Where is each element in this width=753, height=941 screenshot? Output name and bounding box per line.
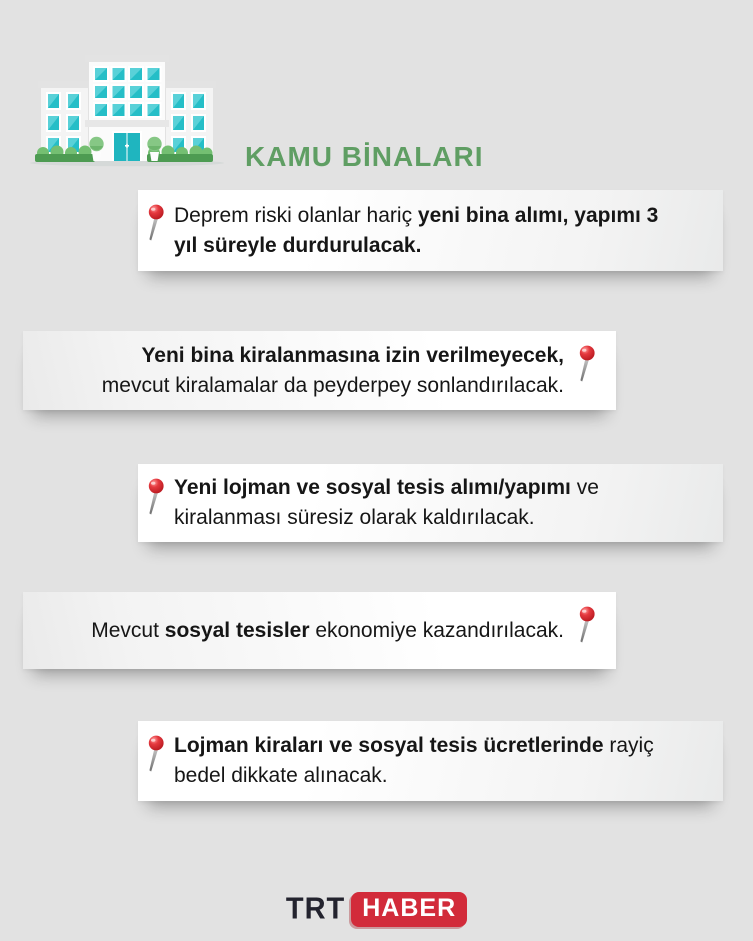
info-card (23, 331, 616, 410)
info-card (138, 190, 723, 271)
card-line: kiralanması süresiz olarak kaldırılacak. (174, 506, 535, 529)
trt-haber-logo (0, 891, 753, 927)
info-card (138, 721, 723, 801)
card-text (138, 473, 723, 533)
card-line: yıl süreyle durdurulacak. (174, 233, 422, 257)
card-line: Yeni bina kiralanmasına izin verilmeyecek, (141, 343, 564, 367)
card-line: Yeni lojman ve sosyal tesis alımı/yapımı ve (174, 476, 599, 499)
card-text (23, 341, 616, 401)
card-text (138, 201, 723, 261)
logo-haber-badge: HABER (351, 892, 467, 927)
entrance-door (112, 131, 142, 161)
card-text (138, 731, 723, 791)
building-icon (26, 48, 228, 170)
info-card (23, 592, 616, 669)
card-line: Deprem riski olanlar hariç yeni bina alımı, yapımı 3 (174, 203, 659, 227)
card-line: Lojman kiraları ve sosyal tesis ücretlerinde rayiç (174, 734, 654, 757)
card-text (23, 616, 616, 646)
logo-trt-text: TRT (285, 891, 346, 926)
card-line: bedel dikkate alınacak. (174, 764, 388, 787)
page-title: KAMU BİNALARI (245, 141, 484, 172)
card-line: Mevcut sosyal tesisler ekonomiye kazandırılacak. (91, 618, 564, 642)
card-line: mevcut kiralamalar da peyderpey sonlandırılacak. (101, 373, 564, 397)
info-card (138, 464, 723, 542)
